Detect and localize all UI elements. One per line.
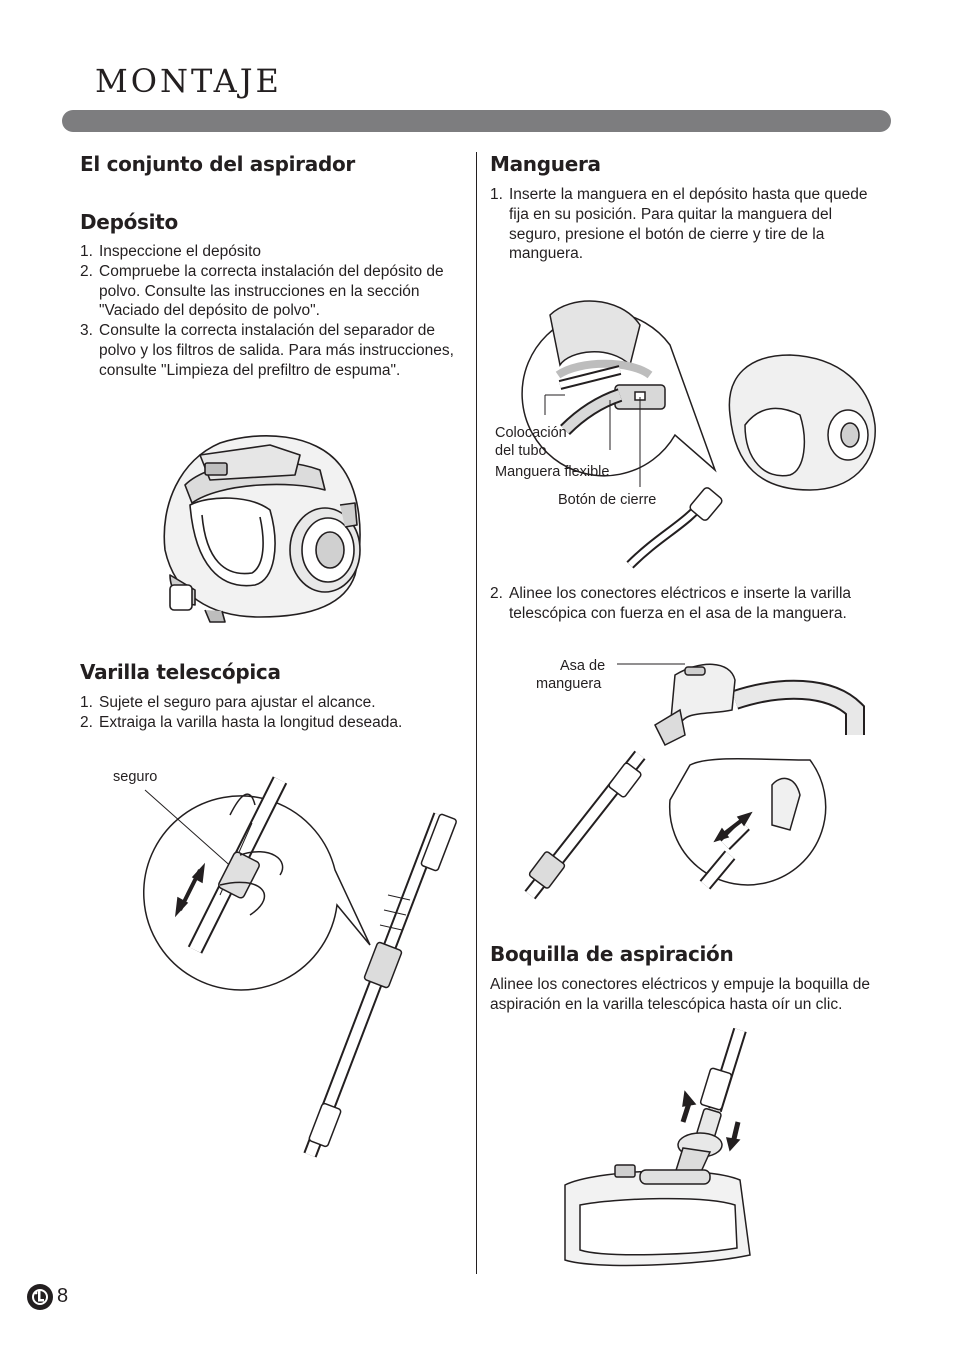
asa-label-1: Asa de <box>560 658 606 674</box>
manguera-heading: Manguera <box>490 152 601 176</box>
deposito-step-3: 3. Consulte la correcta instalación del separador de polvo y los filtros de salida. Para más instrucciones, consulte "Limpieza del prefiltro de espuma". <box>80 322 454 379</box>
deposito-step-2: 2. Compruebe la correcta instalación del depósito de polvo. Consulte las instrucciones en la sección "Vaciado del depósito de polvo". <box>80 262 444 320</box>
varilla-step-1: 1. Sujete el seguro para ajustar el alcance. <box>80 694 376 711</box>
asa-label-2: manguera <box>536 676 602 692</box>
hose-handle-illustration <box>510 655 870 920</box>
lg-logo-icon <box>27 1284 53 1310</box>
deposito-steps <box>80 242 470 381</box>
deposito-step-1: 1. Inspeccione el depósito <box>80 243 262 260</box>
boton-cierre-label: Botón de cierre <box>558 492 657 508</box>
deposito-heading: Depósito <box>80 210 178 234</box>
seguro-label: seguro <box>113 769 158 785</box>
boquilla-heading: Boquilla de aspiración <box>490 942 734 966</box>
manguera-step-2: 2. Alinee los conectores eléctricos e inserte la varilla telescópica con fuerza en el asa de la manguera. <box>490 585 852 622</box>
page-number: 8 <box>57 1285 69 1307</box>
colocacion-label-1: Colocación <box>495 425 567 441</box>
vacuum-canister-illustration <box>150 425 380 625</box>
telescopic-wand-illustration <box>140 775 470 1165</box>
manguera-step-1: 1. Inserte la manguera en el depósito hasta que quede fija en su posición. Para quitar la manguera del seguro, presione el botón de cierre y tire de la manguera. <box>490 186 868 263</box>
varilla-steps <box>80 693 470 733</box>
section-title: El conjunto del aspirador <box>80 152 355 176</box>
column-divider <box>476 152 477 1274</box>
boquilla-text: Alinee los conectores eléctricos y empuje la boquilla de aspiración en la varilla telescópica hasta oír un clic. <box>490 976 870 1013</box>
varilla-heading: Varilla telescópica <box>80 660 281 684</box>
page-title: MONTAJE <box>95 62 282 100</box>
title-bar <box>62 110 891 132</box>
varilla-step-2: 2. Extraiga la varilla hasta la longitud deseada. <box>80 713 403 731</box>
colocacion-label-2: del tubo <box>495 443 547 459</box>
nozzle-illustration <box>555 1030 785 1285</box>
manguera-flexible-label: Manguera flexible <box>495 464 610 480</box>
